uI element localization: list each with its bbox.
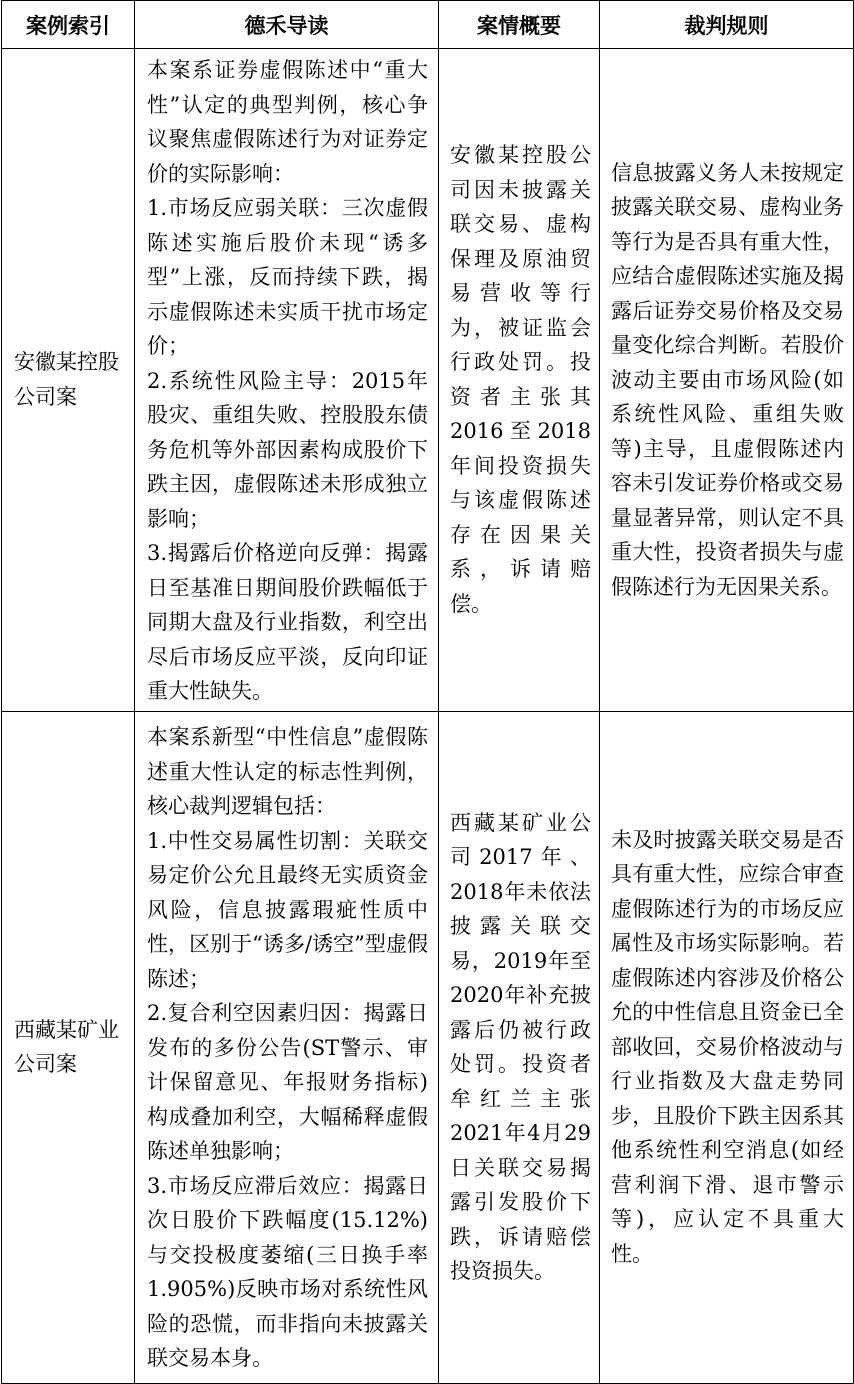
case-index-cell: 安徽某控股公司案 [2, 49, 135, 712]
table-row [2, 49, 854, 712]
summary-cell: 西藏某矿业公司2017年、2018年未依法披露关联交易，2019年至2020年补充披露后仍被行政处罚。投资者牟红兰主张2021年4月29日关联交易揭露引发股价下跌，诉请赔偿投资损失。 [439, 711, 600, 1383]
guide-point: 1.中性交易属性切割：关联交易定价公允且最终无实质资金风险，信息披露瑕疵性质中性，区别于“诱多/诱空”型虚假陈述； [147, 828, 428, 991]
header-case-index: 案例索引 [2, 1, 135, 49]
rule-cell: 未及时披露关联交易是否具有重大性，应综合审查虚假陈述行为的市场反应属性及市场实际影响。若虚假陈述内容涉及价格公允的中性信息且资金已全部收回，交易价格波动与行业指数及大盘走势同步，且股价下跌主因系其他系统性利空消息(如经营利润下滑、退市警示等)，应认定不具重大性。 [600, 711, 854, 1383]
guide-intro: 本案系证券虚假陈述中“重大性”认定的典型判例，核心争议聚焦虚假陈述行为对证券定价的实际影响： [147, 58, 428, 186]
case-index-cell: 西藏某矿业公司案 [2, 711, 135, 1383]
guide-point: 3.市场反应滞后效应：揭露日次日股价下跌幅度(15.12%)与交投极度萎缩(三日换手率1.905%)反映市场对系统性风险的恐慌，而非指向未披露关联交易本身。 [147, 1173, 428, 1371]
guide-point: 1.市场反应弱关联：三次虚假陈述实施后股价未现“诱多型”上涨，反而持续下跌，揭示虚假陈述未实质干扰市场定价； [147, 196, 428, 358]
guide-point: 2.系统性风险主导：2015年股灾、重组失败、控股股东债务危机等外部因素构成股价下跌主因，虚假陈述未形成独立影响； [147, 368, 428, 531]
guide-point: 2.复合利空因素归因：揭露日发布的多份公告(ST警示、审计保留意见、年报财务指标)构成叠加利空，大幅稀释虚假陈述单独影响； [147, 1001, 428, 1164]
table-row [2, 711, 854, 1383]
header-guide: 德禾导读 [135, 1, 439, 49]
header-summary: 案情概要 [439, 1, 600, 49]
rule-cell: 信息披露义务人未按规定披露关联交易、虚构业务等行为是否具有重大性，应结合虚假陈述实施及揭露后证券交易价格及交易量变化综合判断。若股价波动主要由市场风险(如系统性风险、重组失败等)主导，且虚假陈述内容未引发证券价格或交易量显著异常，则认定不具重大性，投资者损失与虚假陈述行为无因果关系。 [600, 49, 854, 712]
guide-point: 3.揭露后价格逆向反弹：揭露日至基准日期间股价跌幅低于同期大盘及行业指数，利空出尽后市场反应平淡，反向印证重大性缺失。 [147, 541, 428, 703]
summary-cell: 安徽某控股公司因未披露关联交易、虚构保理及原油贸易营收等行为，被证监会行政处罚。投资者主张其2016至2018年间投资损失与该虚假陈述存在因果关系，诉请赔偿。 [439, 49, 600, 712]
case-table [1, 0, 854, 1384]
guide-cell [135, 49, 439, 712]
header-rule: 裁判规则 [600, 1, 854, 49]
guide-intro: 本案系新型“中性信息”虚假陈述重大性认定的标志性判例，核心裁判逻辑包括： [147, 725, 428, 819]
header-row [2, 1, 854, 49]
guide-cell [135, 711, 439, 1383]
